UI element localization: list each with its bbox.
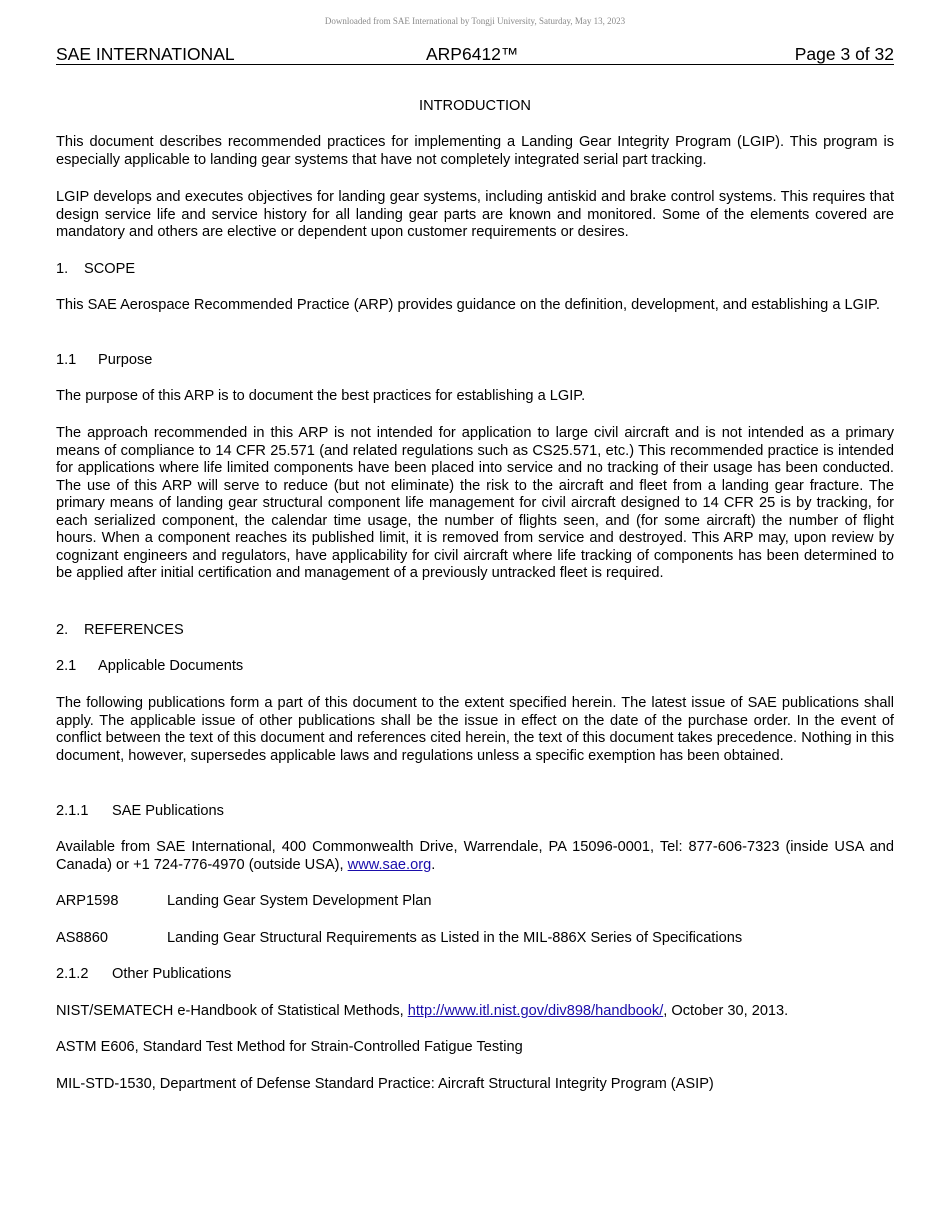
references-heading (56, 622, 894, 640)
header-doc-number: ARP6412™ (426, 44, 519, 64)
nist-handbook-link[interactable]: http://www.itl.nist.gov/div898/handbook/ (407, 1003, 664, 1019)
section-number: 2.1 (56, 658, 77, 674)
nist-reference-text: NIST/SEMATECH e-Handbook of Statistical Methods, (56, 1003, 408, 1019)
purpose-paragraph-1: The purpose of this ARP is to document the best practices for establishing a LGIP. (56, 388, 586, 404)
download-watermark: Downloaded from SAE International by Tongji University, Saturday, May 13, 2023 (324, 16, 626, 26)
header-page-number: Page 3 of 32 (794, 44, 894, 64)
section-number: 1. (56, 261, 69, 277)
nist-reference-date: , October 30, 2013. (663, 1003, 789, 1019)
intro-heading: INTRODUCTION (419, 98, 531, 114)
page-header (56, 44, 894, 65)
sae-website-link[interactable]: www.sae.org (347, 856, 432, 873)
astm-reference: ASTM E606, Standard Test Method for Strain-Controlled Fatigue Testing (56, 1039, 523, 1055)
reference-code: AS8860 (56, 930, 108, 946)
section-title: Purpose (98, 352, 153, 368)
section-number: 2.1.1 (56, 803, 89, 819)
sae-availability-paragraph (56, 839, 894, 874)
section-title: REFERENCES (84, 622, 184, 638)
mil-std-reference: MIL-STD-1530, Department of Defense Standard Practice: Aircraft Structural Integrity Program (ASIP) (56, 1076, 714, 1092)
section-title: Applicable Documents (98, 658, 244, 674)
section-number: 2.1.2 (56, 966, 89, 982)
purpose-heading (56, 352, 894, 370)
sentence-end: . (431, 856, 436, 873)
section-title: SCOPE (84, 261, 136, 277)
reference-code: ARP1598 (56, 893, 119, 909)
sae-availability-text: Available from SAE International, 400 Commonwealth Drive, Warrendale, PA 15096-0001, Tel: 877-606-7323 (inside USA and Canada) or +1 724-776-4970 (outside USA), (56, 839, 894, 873)
intro-paragraph-1: This document describes recommended practices for implementing a Landing Gear Integrity Program (LGIP). This program is especially applicable to landing gear systems that have not completely integrated serial part tracking. (56, 134, 894, 168)
reference-title: Landing Gear Structural Requirements as Listed in the MIL-886X Series of Specifications (167, 930, 743, 946)
section-title: SAE Publications (112, 803, 224, 819)
section-number: 2. (56, 622, 69, 638)
sae-publications-heading (56, 803, 894, 821)
scope-heading (56, 261, 894, 279)
reference-title: Landing Gear System Development Plan (167, 893, 432, 909)
reference-row (56, 893, 894, 911)
other-publications-heading (56, 966, 894, 984)
intro-paragraph-2: LGIP develops and executes objectives for landing gear systems, including antiskid and brake control systems. This requires that design service life and service history for all landing gear parts are known and monitored. Some of the elements covered are mandatory and others are elective or dependent upon customer requirements or desires. (56, 189, 894, 240)
nist-reference (56, 1003, 894, 1021)
scope-paragraph: This SAE Aerospace Recommended Practice (ARP) provides guidance on the definition, development, and establishing a LGIP. (56, 297, 880, 313)
applicable-documents-paragraph: The following publications form a part of this document to the extent specified herein. The latest issue of SAE publications shall apply. The applicable issue of other publications shall be the issue in effect on the date of the purchase order. In the event of conflict between the text of this document and references cited herein, the text of this document takes precedence. Nothing in this document, however, supersedes applicable laws and regulations unless a specific exemption has been obtained. (56, 695, 894, 764)
purpose-paragraph-2: The approach recommended in this ARP is not intended for application to large civil aircraft and is not intended as a primary means of compliance to 14 CFR 25.571 (and related regulations such as CS25.571, etc.) This recommended practice is intended for applications where life limited components have been placed into service and no tracking of their usage has been conducted. The use of this ARP will serve to reduce (but not eliminate) the risk to the aircraft and fleet from a landing gear fracture. The primary means of landing gear structural component life management for civil aircraft designed to 14 CFR 25 is by tracking, for each serialized component, the calendar time usage, the number of flights seen, and (for some aircraft) the number of flight hours. When a component reaches its published limit, it is removed from service and destroyed. This ARP may, upon review by cognizant engineers and regulators, have applicability for civil aircraft where life tracking of components has been determined to be applied after initial certification and management of a previously untracked fleet is required. (56, 425, 894, 581)
applicable-documents-heading (56, 658, 894, 676)
section-title: Other Publications (112, 966, 232, 982)
header-publisher: SAE INTERNATIONAL (56, 44, 235, 64)
reference-row (56, 930, 894, 948)
section-number: 1.1 (56, 352, 77, 368)
